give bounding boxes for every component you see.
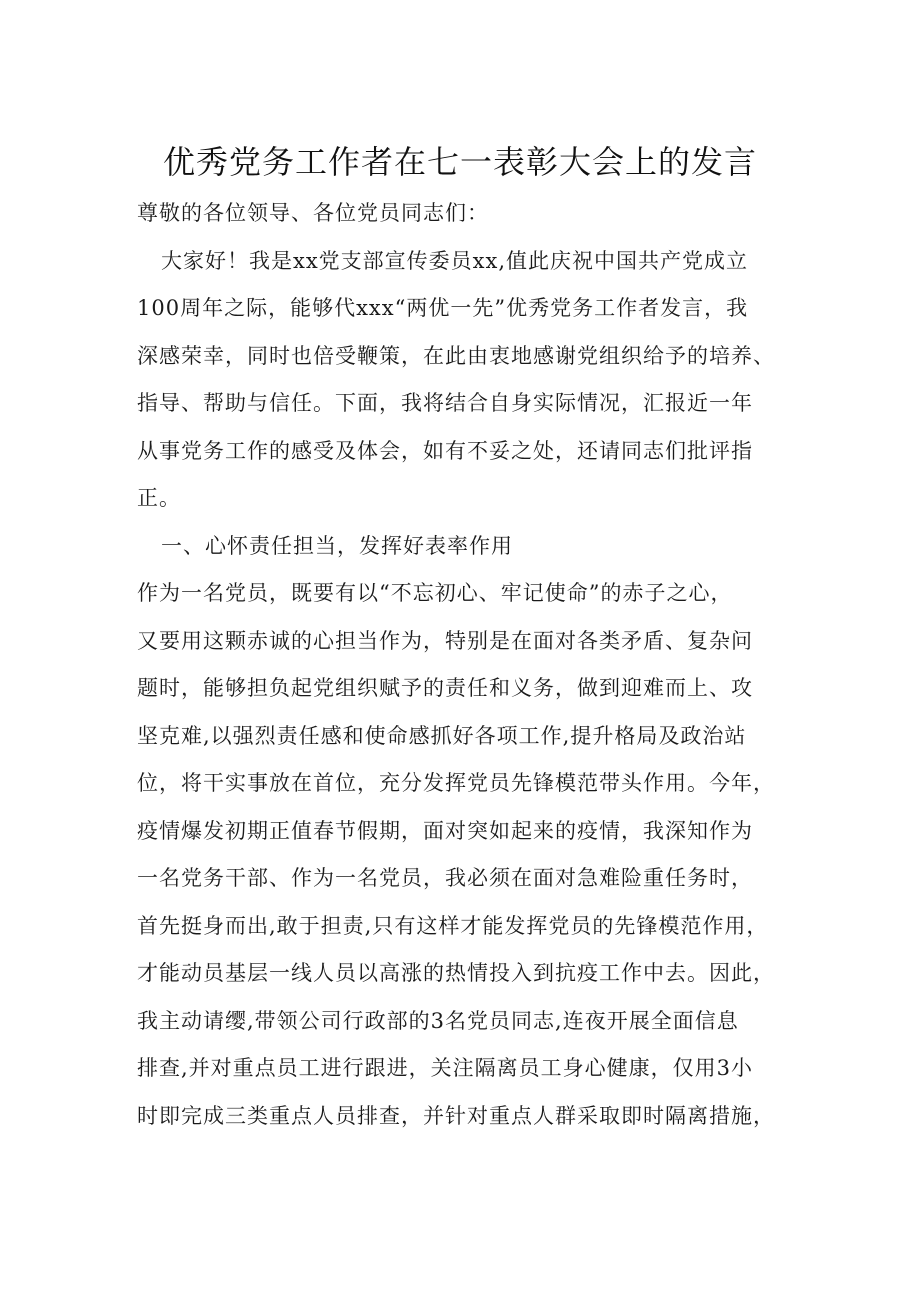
paragraph-line: 时即完成三类重点人员排查，并针对重点人群采取即时隔离措施，	[137, 1103, 775, 1128]
paragraph-line: 100周年之际，能够代xxx“两优一先”优秀党务工作者发言，我	[137, 296, 749, 320]
paragraph-line: 坚克难,以强烈责任感和使命感抓好各项工作,提升格局及政治站	[137, 723, 747, 748]
paragraph-line: 又要用这颗赤诚的心担当作为，特别是在面对各类矛盾、复杂问	[137, 628, 753, 653]
salutation-line: 尊敬的各位领导、各位党员同志们：	[137, 201, 489, 225]
paragraph-line: 深感荣幸，同时也倍受鞭策，在此由衷地感谢党组织给予的培养、	[137, 343, 775, 368]
paragraph-line: 我主动请缨,带领公司行政部的3名党员同志,连夜开展全面信息	[137, 1008, 739, 1033]
section-heading: 一、心怀责任担当，发挥好表率作用	[161, 533, 513, 558]
paragraph-line: 从事党务工作的感受及体会，如有不妥之处，还请同志们批评指	[137, 438, 753, 463]
paragraph-line: 指导、帮助与信任。下面，我将结合自身实际情况，汇报近一年	[137, 391, 753, 415]
paragraph-line: 排查,并对重点员工进行跟进，关注隔离员工身心健康，仅用3小	[137, 1056, 754, 1080]
document-title: 优秀党务工作者在七一表彰大会上的发言	[162, 143, 757, 181]
paragraph-line: 才能动员基层一线人员以高涨的热情投入到抗疫工作中去。因此，	[137, 961, 775, 985]
document-body	[137, 190, 797, 1140]
paragraph-line: 疫情爆发初期正值春节假期，面对突如起来的疫情，我深知作为	[137, 818, 753, 843]
paragraph-line: 作为一名党员，既要有以“不忘初心、牢记使命”的赤子之心，	[137, 581, 733, 605]
paragraph-line: 首先挺身而出,敢于担责,只有这样才能发挥党员的先锋模范作用，	[137, 913, 769, 938]
paragraph-line: 位，将干实事放在首位，充分发挥党员先锋模范带头作用。今年，	[137, 771, 775, 795]
paragraph-line: 正。	[137, 486, 181, 510]
paragraph-line: 大家好！我是xx党支部宣传委员xx,值此庆祝中国共产党成立	[161, 248, 749, 273]
paragraph-line: 一名党务干部、作为一名党员，我必须在面对急难险重任务时，	[137, 866, 753, 890]
paragraph-line: 题时，能够担负起党组织赋予的责任和义务，做到迎难而上、攻	[137, 676, 753, 700]
